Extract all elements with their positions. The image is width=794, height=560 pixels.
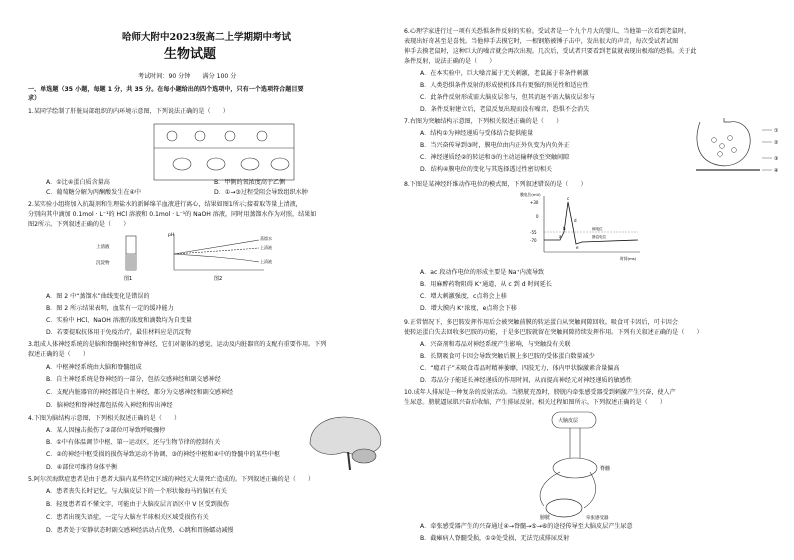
q2-figures: [94, 230, 294, 286]
q9-option-c: C．“瘾君子”未吸食毒品时精神萎靡，四肢无力，体内甲状腺激素含量偏高: [420, 365, 620, 372]
point-b: b: [563, 226, 566, 231]
q9-stem: 9.正常情况下，多巴胺发挥作用后会被突触前膜的转运蛋白从突触间隙回收。吸食可卡因后，可卡因会: [404, 319, 678, 326]
legend-3: 上清液: [260, 259, 272, 264]
section-heading-cont: 求）: [28, 95, 41, 102]
sediment-layer: [126, 254, 136, 270]
q1-option-c: C．葡萄糖分解为丙酮酸发生在④中: [46, 189, 142, 196]
q2-stem: 2.某实验小组将加入抗凝剂和生理盐水的新鲜绵羊血液进行离心，结果如图1所示;接着取等量上清液，: [28, 201, 302, 208]
q5-option-b: B．轻度患者看不懂文字，可能由于大脑皮层言语区中 V 区受到损伤: [46, 501, 229, 508]
q2-stem-3: 图2所示。下列叙述正确的是（ ）: [28, 221, 130, 228]
q9-option-a: A．兴奋剂和毒品对神经系统产生影响，与突触没有关联: [420, 341, 571, 348]
q4-option-d: D．④部位可维持身体平衡: [46, 464, 118, 471]
brainstem-shape: [348, 452, 350, 470]
q7-option-b: B．当兴奋传导到③时，膜电位由内正外负变为内负外正: [420, 142, 570, 149]
label-3: ③: [774, 156, 779, 162]
tick-m55: -55: [530, 230, 537, 235]
tick-0: 0: [536, 214, 539, 219]
curve-distilled: [174, 240, 259, 254]
exam-title: 哈师大附中2023级高二上学期期中考试: [122, 32, 291, 43]
q3-stem: 3.组成人体神经系统的是脑和脊髓神经和脊神经，它们对躯体的感觉、运动及内脏器官的支配有重要作用。下列: [28, 341, 327, 348]
subject-title: 生物试题: [164, 47, 217, 62]
q8-action-potential-graph: [520, 192, 650, 262]
note-resting: 静息电位: [592, 235, 607, 239]
q4-brain-diagram: [304, 412, 388, 472]
curve-supernatant-1: [174, 248, 259, 254]
afferent-path: [584, 472, 596, 508]
label-supernatant: 上清液: [96, 245, 110, 250]
q4-option-a: A．某人因撞击损伤了②部位可导致呼吸骤停: [46, 427, 166, 434]
q1-tissue-diagram: [152, 118, 297, 184]
q5-option-c: C．患者出现失语症，一定与大脑左半球相关区域受损伤有关: [46, 514, 209, 521]
q8-option-a: A．ac 段动作电位的形成主要是 Na⁺内流导致: [420, 269, 545, 276]
q10-stem: 10.成年人排尿是一种复杂的反射活动。当膀胱充盈时，膀胱内牵张感受器受到刺激产生兴奋，使人产: [404, 389, 676, 396]
vesicle-1: [712, 138, 717, 143]
cerebellum-shape: [352, 449, 376, 463]
q1-option-d: D．①→③过程受阻会导致组织水肿: [214, 189, 308, 196]
q9-option-b: B．长期吸食可卡因会导致突触后膜上多巴胺的受体蛋白数量减少: [420, 353, 595, 360]
q3-option-b: B．自主神经系统是脊神经的一部分，包括交感神经和副交感神经: [46, 376, 221, 383]
q9-option-d: D．毒品分子能延长神经递质的作用时间，从而提高神经元对神经递质的敏感性: [420, 377, 632, 384]
q10-stem-2: 生尿意。膀胱逼尿肌兴奋后收缩，产生排尿反射。相关过程如图所示。下列叙述正确的是（ ）: [404, 399, 667, 406]
q2-option-a: A．图 2 中“蒸馏水”曲线变化是错误的: [46, 293, 150, 300]
label-sediment: 沉淀物: [96, 261, 110, 266]
legend-2: 上清液: [260, 245, 272, 250]
label-2: ②: [774, 140, 779, 146]
label-receptor: 牵张感受器: [586, 516, 609, 520]
cell-8: [271, 158, 289, 170]
vesicle-2: [720, 144, 725, 149]
right-column: [402, 0, 794, 560]
fig2-ph-label: pH: [168, 233, 175, 238]
q6-option-c: C．此条件反射形成需大脑皮层参与，但其消退不需大脑皮层参与: [420, 94, 595, 101]
vesicle-5: [732, 148, 737, 153]
label-cortex: 大脑皮层: [558, 418, 579, 424]
q5-option-d: D．患者处于安静状态时副交感神经活动占优势，心跳和胃肠蠕动减慢: [46, 527, 234, 534]
q10-option-b: B．截瘫病人脊髓受损，①②处受损，无法完成排尿反射: [420, 535, 570, 542]
label-spinal: 脊髓: [600, 466, 611, 472]
q4-option-b: B．①中有体温调节中枢、第一运动区，还与生物节律的控制有关: [46, 439, 221, 446]
tissue-outline: [154, 124, 294, 180]
point-d: d: [574, 218, 577, 223]
q6-option-a: A．在本实验中，巨大噪音属于无关刺激，老鼠属于非条件刺激: [420, 70, 589, 77]
q2-option-c: C．实验中 HCl、NaOH 溶液的浓度和滴数均为自变量: [46, 317, 193, 324]
q10-reflex-diagram: [500, 410, 640, 520]
label-fig2: 图2: [214, 276, 223, 282]
q10-option-a: A．牵张感受器产生的兴奋通过④→脊髓→⑤→⑥的途径传导至大脑皮层产生尿意: [420, 523, 633, 530]
q8-stem: 8.下图是某神经纤维动作电位的模式图，下列叙述错误的是（ ）: [404, 181, 587, 188]
label-1: ①: [774, 128, 779, 134]
cerebrum-shape: [310, 417, 381, 454]
point-e: e: [576, 245, 579, 250]
tick-m70: -70: [530, 238, 537, 243]
bladder-shape: [546, 499, 582, 517]
label-fig1: 图1: [124, 276, 133, 282]
q7-synapse-diagram: [690, 118, 786, 176]
label-bladder: 膀胱: [540, 515, 551, 520]
cell-3: [225, 131, 235, 141]
exam-meta: 考试时间：90 分钟 满分 100 分: [138, 73, 237, 80]
q7-option-d: D．结构④膜电位的变化与其选择透过性密切相关: [420, 166, 553, 173]
q3-option-d: D．脑神经和脊神经都包括传入神经和传出神经: [46, 402, 173, 409]
q7-option-a: A．结构①为神经递质与受体结合提供能量: [420, 130, 534, 137]
q1-stem: 1.某同学绘制了肝脏局部组织的内环境示意图，下列说法正确的是（ ）: [28, 108, 229, 115]
cell-6: [207, 158, 225, 170]
q2-option-d: D．若要提取抗体用于免疫治疗，最佳材料应是沉淀物: [46, 329, 191, 336]
q6-stem-3: 伸手去摸老鼠时，这种巨大的噪音就会再次出现。几次后，受试者只要看到老鼠就表现出极端的恐惧。关于此: [404, 48, 697, 55]
cell-5: [173, 158, 191, 170]
vesicle-4: [718, 152, 723, 157]
curve-supernatant-2: [174, 254, 259, 262]
point-a: a: [559, 234, 562, 239]
q1-option-b: B．甲側的氧浓度高于乙侧: [214, 179, 286, 186]
q2-option-b: B．图 2 所示结果表明，血浆有一定的缓冲能力: [46, 305, 174, 312]
presynaptic-terminal: [697, 118, 750, 166]
q6-stem-4: 条件反射，说法正确的是（ ）: [404, 58, 496, 65]
q8-option-d: D．增大膜内 K⁺浓度，e点将会下移: [420, 305, 517, 312]
q8-option-c: C．增大刺激强度，c点将会上移: [420, 293, 507, 300]
cell-4: [257, 131, 267, 141]
cell-7: [241, 158, 259, 170]
spinal-cord-section: [553, 458, 597, 478]
q9-stem-2: 使转运蛋白失去回收多巴胺的功能，于是多巴胺就留在突触间隙持续发挥作用。下列有关叙述正确的是（ ）: [404, 329, 703, 336]
q2-stem-2: 分别向其中滴加 0.1mol · L⁻¹的 HCl 溶液和 0.1mol · L⁻¹的 NaOH 溶液，同时用蒸馏水作为对照，结果如: [28, 211, 317, 218]
point-c: c: [567, 196, 570, 201]
vesicle-3: [728, 136, 733, 141]
section-heading: 一、单选题（35 小题，每题 1 分，共 35 分。在每小题给出的四个选项中，只有一个选项符合题目要: [28, 86, 304, 93]
q1-option-a: A．①比④蛋白质含量高: [46, 179, 110, 186]
note-threshold: 阈电位: [592, 227, 603, 231]
q5-option-a: A．患者丧失长时记忆，与大脑皮层下的一个形状像海马的脑区有关: [46, 488, 227, 495]
cell-2: [195, 131, 205, 141]
q5-stem: 5.阿尔茨海默症患者是由于患者大脑内某些特定区域的神经元大量死亡造成的。下列叙述正确的是（ ）: [28, 476, 315, 483]
tick-p30: +30: [530, 200, 539, 205]
q8-option-b: B．用麻醉药物阻碍 K⁺通道，从 c 到 d 时间延长: [420, 281, 552, 288]
label-4: ④: [774, 168, 779, 174]
q6-stem-2: 表现出好奇甚至是喜悦。当他伸手去摸它时，一根钢筋被锤子击中，发出很大的声音，每次受试者试图: [404, 38, 679, 45]
q4-option-c: C．②的神经中枢受损的损伤导致运动不协调、③的神经中枢和④中的脊髓中的某些中枢: [46, 451, 280, 458]
q6-stem: 6.心理学家进行过一项有关恐惧条件反射的实验。受试者是一个九个月大的婴儿，当他第一次看到老鼠时，: [404, 28, 691, 35]
q6-option-d: D．条件反射建立后，老鼠反复出现而没有噪音，恐惧不会消失: [420, 106, 590, 113]
graph-ylabel: 膜电位(mV): [520, 192, 541, 197]
q6-option-b: B．人类恐惧条件反射的形成使机体具有更强的预见性和适应性: [420, 82, 589, 89]
cell-1: [167, 131, 177, 141]
graph-xlabel: 时间(ms): [620, 256, 637, 261]
q3-option-c: C．支配内脏器官的神经都是自主神经，都分为交感神经和副交感神经: [46, 389, 234, 396]
q7-option-c: C．神经递质经②的转运和③的主动运输释放至突触间隙: [420, 154, 570, 161]
q3-stem-2: 叙述正确的是（ ）: [28, 351, 89, 358]
legend-1: 蒸馏水: [260, 236, 272, 241]
q3-option-a: A．中枢神经系统由大脑和脊髓组成: [46, 364, 142, 371]
q7-stem: 7.右图为突触结构示意图，下列相关叙述正确的是（ ）: [404, 118, 563, 125]
left-column: [4, 0, 396, 560]
q4-stem: 4.下图为脑结构示意图，下列相关叙述正确的是（ ）: [28, 415, 181, 422]
efferent-path: [540, 472, 560, 506]
